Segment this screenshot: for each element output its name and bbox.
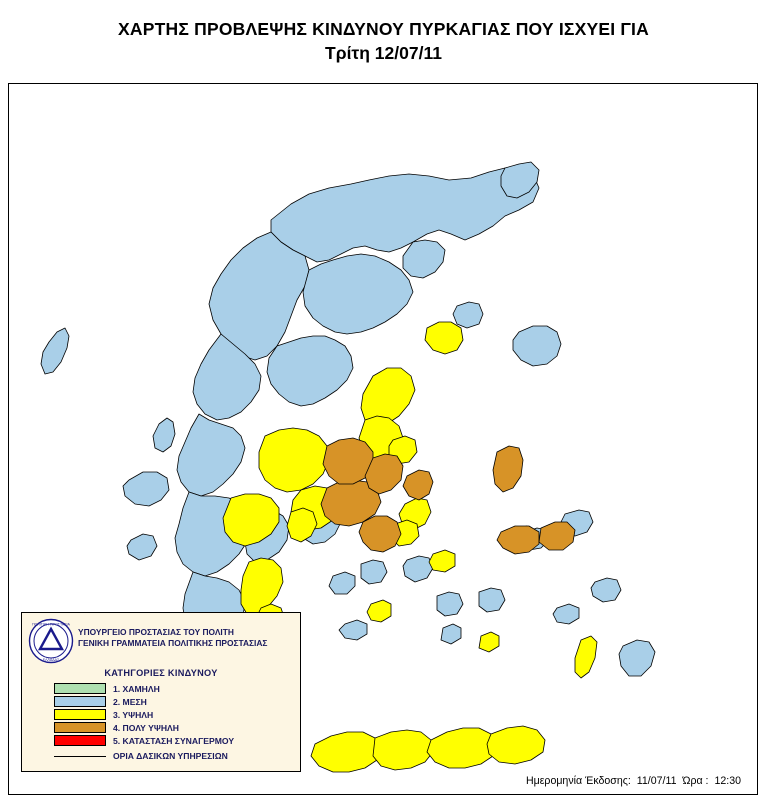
swatch-high: [54, 709, 106, 720]
region-crete-rethymno[interactable]: [373, 730, 433, 770]
ministry-line: ΥΠΟΥΡΓΕΙΟ ΠΡΟΣΤΑΣΙΑΣ ΤΟΥ ΠΟΛΙΤΗ: [78, 627, 234, 637]
region-cyclades-yellow-2[interactable]: [429, 550, 455, 572]
region-kefalonia[interactable]: [123, 472, 169, 506]
swatch-alert: [54, 735, 106, 746]
region-dodecanese-kos[interactable]: [591, 578, 621, 602]
swatch-low: [54, 683, 106, 694]
region-cyclades-blue-4[interactable]: [479, 588, 505, 612]
title-line-2: Τρίτη 12/07/11: [325, 43, 442, 63]
issue-info: [520, 775, 741, 787]
region-crete-heraklion[interactable]: [427, 728, 497, 768]
issue-time-label: Ώρα :: [682, 775, 709, 787]
region-crete-lasithi[interactable]: [487, 726, 545, 764]
region-fokida-viotia[interactable]: [259, 428, 329, 492]
region-thessaly[interactable]: [303, 254, 413, 334]
region-crete-chania[interactable]: [311, 732, 381, 772]
svg-text:ΕΛΛΑΔΑΣ: ΕΛΛΑΔΑΣ: [42, 658, 60, 662]
title-line-1: ΧΑΡΤΗΣ ΠΡΟΒΛΕΨΗΣ ΚΙΝΔΥΝΟΥ ΠΥΡΚΑΓΙΑΣ ΠΟΥ ΙΣΧΥΕΙ ΓΙΑ: [118, 19, 649, 39]
legend-row-low: [54, 682, 294, 695]
legend-label-low: 1. ΧΑΜΗΛΗ: [113, 683, 160, 694]
region-cyclades-blue-2[interactable]: [437, 592, 463, 616]
region-cyclades-blue-6[interactable]: [329, 572, 355, 594]
legend-row-high: [54, 708, 294, 721]
issue-date-value: 11/07/11: [636, 775, 677, 787]
legend-label-medium: 2. ΜΕΣΗ: [113, 696, 147, 707]
legend-boundary-row: [28, 751, 294, 761]
region-zakynthos[interactable]: [127, 534, 157, 560]
legend-header: [28, 618, 294, 664]
legend-category-list: [28, 682, 294, 747]
legend-label-very-high: 4. ΠΟΛΥ ΥΨΗΛΗ: [113, 722, 179, 733]
legend-label-alert: 5. ΚΑΤΑΣΤΑΣΗ ΣΥΝΑΓΕΡΜΟΥ: [113, 735, 235, 746]
legend-label-boundary: ΟΡΙΑ ΔΑΣΙΚΩΝ ΥΠΗΡΕΣΙΩΝ: [113, 751, 228, 761]
legend-row-alert: [54, 734, 294, 747]
region-cyclades-blue-3[interactable]: [361, 560, 387, 584]
region-kythnos-kea[interactable]: [403, 470, 433, 500]
legend-organization: [78, 618, 267, 649]
region-peloponnese-north-west[interactable]: [177, 414, 245, 496]
legend-panel: [21, 612, 301, 772]
swatch-medium: [54, 696, 106, 707]
secretariat-line: ΓΕΝΙΚΗ ΓΡΑΜΜΑΤΕΙΑ ΠΟΛΙΤΙΚΗΣ ΠΡΟΣΤΑΣΙΑΣ: [78, 638, 268, 648]
page-title: [0, 18, 767, 64]
region-syros[interactable]: [539, 522, 575, 550]
legend-categories-title: ΚΑΤΗΓΟΡΙΕΣ ΚΙΝΔΥΝΟΥ: [104, 668, 218, 678]
region-macedonia-thrace[interactable]: [271, 166, 539, 262]
region-chios[interactable]: [493, 446, 523, 492]
swatch-very-high: [54, 722, 106, 733]
region-central-greece-west[interactable]: [267, 336, 353, 406]
region-cyclades-yellow-4[interactable]: [479, 632, 499, 652]
issue-time-value: 12:30: [714, 775, 741, 787]
region-milos[interactable]: [339, 620, 367, 640]
region-east-attica[interactable]: [359, 516, 401, 552]
map-canvas[interactable]: [8, 83, 758, 795]
civil-protection-logo-icon: [28, 618, 74, 664]
region-astypalaia[interactable]: [553, 604, 579, 624]
region-corfu[interactable]: [41, 328, 69, 374]
region-karpathos[interactable]: [575, 636, 597, 678]
region-tinos-mykonos[interactable]: [497, 526, 539, 554]
issue-date-label: Ημερομηνία Έκδοσης:: [525, 775, 631, 787]
region-lesvos[interactable]: [513, 326, 561, 366]
legend-label-high: 3. ΥΨΗΛΗ: [113, 709, 154, 720]
region-santorini[interactable]: [441, 624, 461, 644]
legend-row-medium: [54, 695, 294, 708]
legend-row-very-high: [54, 721, 294, 734]
region-limnos[interactable]: [453, 302, 483, 328]
region-evia-central[interactable]: [361, 368, 415, 426]
svg-text:ΠΟΛΙΤΙΚΗ ΠΡΟΣΤΑΣΙΑ: ΠΟΛΙΤΙΚΗ ΠΡΟΣΤΑΣΙΑ: [32, 622, 70, 627]
region-rhodes[interactable]: [619, 640, 655, 676]
region-skyros[interactable]: [425, 322, 463, 354]
region-cyclades-yellow-3[interactable]: [367, 600, 391, 622]
boundary-line-symbol: [54, 756, 106, 757]
region-cyclades-blue-1[interactable]: [403, 556, 433, 582]
region-chalkidiki[interactable]: [403, 240, 445, 278]
region-lefkada[interactable]: [153, 418, 175, 452]
